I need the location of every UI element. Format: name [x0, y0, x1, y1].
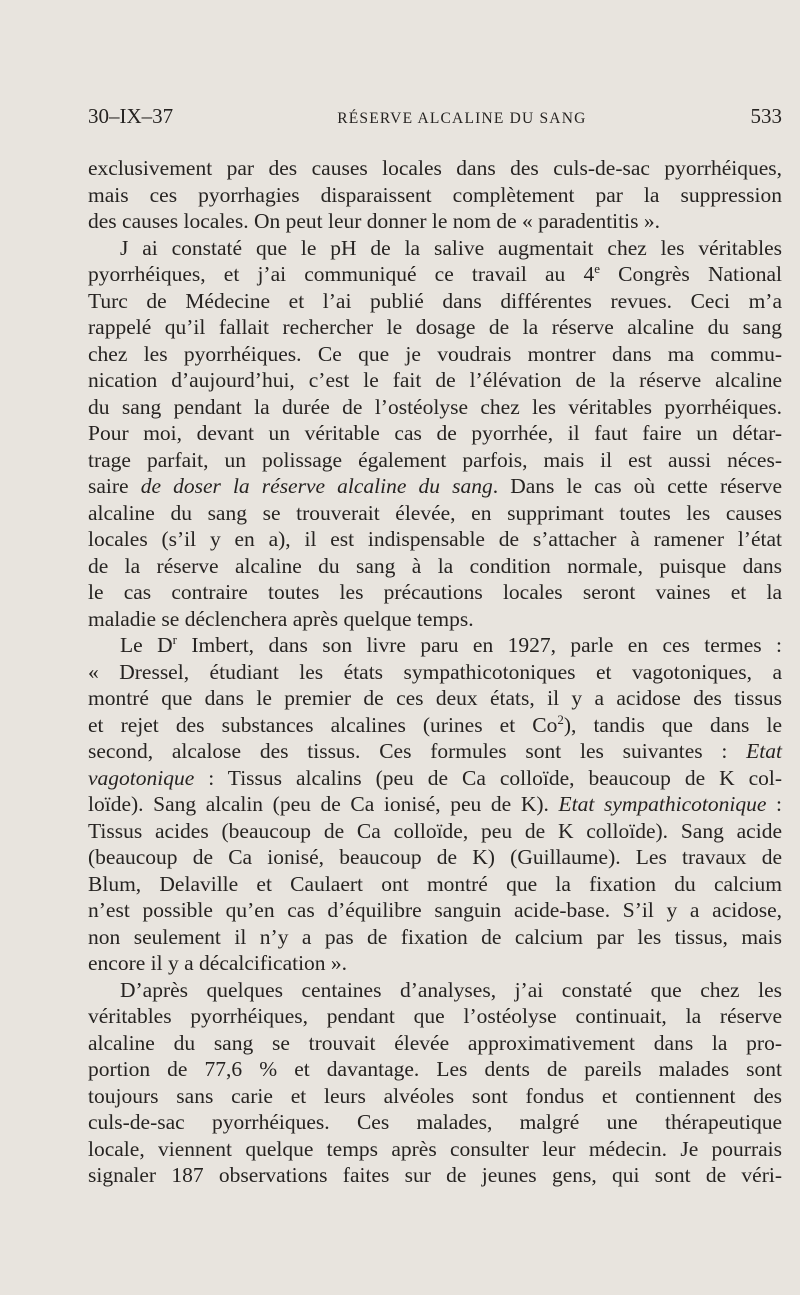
text-line: chez les pyorrhéiques. Ce que je voudrais montrer dans ma commu-	[88, 341, 782, 366]
text-segment: Congrès National	[599, 262, 782, 286]
text-line	[88, 738, 782, 765]
text-line: Blum, Delaville et Caulaert ont montré que la fixation du calcium	[88, 871, 782, 896]
text-line: du sang pendant la durée de l’ostéolyse chez les véritables pyorrhéiques.	[88, 394, 782, 419]
text-line: de la réserve alcaline du sang à la condition normale, puisque dans	[88, 553, 782, 578]
text-segment: Le D	[120, 633, 173, 657]
body-text	[88, 155, 782, 1189]
text-segment: second, alcalose des tissus. Ces formules sont les suivantes :	[88, 739, 747, 763]
text-line: rappelé qu’il fallait rechercher le dosage de la réserve alcaline du sang	[88, 315, 782, 339]
running-header	[88, 104, 782, 134]
italic-segment: de doser la réserve alcaline du sang	[140, 474, 493, 498]
text-line	[88, 791, 782, 818]
text-line: le cas contraire toutes les précautions locales seront vaines et la	[88, 580, 782, 604]
text-segment: Imbert, dans son livre paru en 1927, parle en ces termes :	[176, 633, 782, 657]
italic-segment: Etat	[746, 739, 782, 763]
italic-segment: Etat sympathicotonique	[558, 792, 767, 816]
text-line: « Dressel, étudiant les états sympathicotoniques et vagotoniques, a	[88, 659, 782, 684]
text-line: encore il y a décalcification ».	[88, 951, 348, 975]
superscript: e	[594, 260, 600, 276]
superscript: r	[172, 631, 177, 647]
text-segment: loïde). Sang alcalin (peu de Ca ionisé, peu de K).	[88, 792, 559, 816]
text-segment: pyorrhéiques, et j’ai communiqué ce travail au 4	[88, 262, 595, 286]
text-line: D’après quelques centaines d’analyses, j’ai constaté que chez les	[120, 977, 782, 1002]
text-line: Tissus acides (beaucoup de Ca colloïde, peu de K colloïde). Sang acide	[88, 818, 782, 843]
text-line	[88, 765, 782, 792]
text-segment: : Tissus alcalins (peu de Ca colloïde, beaucoup de K col-	[194, 765, 782, 790]
text-segment: saire	[88, 474, 141, 498]
page-number: 533	[750, 104, 782, 128]
text-segment: . Dans le cas où cette réserve	[492, 474, 783, 498]
text-line: J ai constaté que le pH de la salive augmentait chez les véritables	[120, 235, 782, 260]
text-line	[88, 473, 782, 500]
text-segment: ), tandis que dans le	[563, 712, 782, 737]
text-line: non seulement il n’y a pas de fixation de calcium par les tissus, mais	[88, 924, 782, 949]
text-line: montré que dans le premier de ces deux états, il y a acidose des tissus	[88, 686, 782, 710]
text-line: toujours sans carie et leurs alvéoles sont fondus et contiennent des	[88, 1083, 782, 1108]
text-line: maladie se déclenchera après quelque temps.	[88, 606, 474, 631]
text-line: n’est possible qu’en cas d’équilibre sanguin acide-base. S’il y a acidose,	[88, 898, 782, 922]
text-line: mais ces pyorrhagies disparaissent complètement par la suppression	[88, 182, 782, 207]
text-line: culs-de-sac pyorrhéiques. Ces malades, malgré une thérapeutique	[88, 1110, 782, 1134]
text-line: exclusivement par des causes locales dans des culs-de-sac pyorrhéiques,	[88, 156, 782, 180]
text-segment: :	[766, 792, 782, 816]
text-line: alcaline du sang se trouvait élevée approximativement dans la pro-	[88, 1030, 782, 1055]
text-line: (beaucoup de Ca ionisé, beaucoup de K) (Guillaume). Les travaux de	[88, 845, 782, 869]
text-line: locale, viennent quelque temps après consulter leur médecin. Je pourrais	[88, 1136, 782, 1161]
text-line: Pour moi, devant un véritable cas de pyorrhée, il faut faire un détar-	[88, 421, 782, 445]
text-line	[88, 712, 782, 739]
text-line: alcaline du sang se trouverait élevée, en supprimant toutes les causes	[88, 500, 782, 525]
text-line: nication d’aujourd’hui, c’est le fait de l’élévation de la réserve alcaline	[88, 368, 782, 392]
header-title: RÉSERVE ALCALINE DU SANG	[337, 110, 587, 127]
italic-segment: vagotonique	[88, 765, 195, 790]
text-line: portion de 77,6 % et davantage. Les dents de pareils malades sont	[88, 1057, 782, 1081]
header-date: 30–IX–37	[88, 104, 174, 128]
text-line	[88, 261, 782, 288]
text-line: locales (s’il y en a), il est indispensable de s’attacher à ramener l’état	[88, 527, 782, 551]
text-line: trage parfait, un polissage également parfois, mais il est aussi néces-	[88, 447, 782, 472]
text-segment: et rejet des substances alcalines (urines et Co	[88, 712, 558, 737]
superscript: 2	[557, 711, 564, 727]
text-line: véritables pyorrhéiques, pendant que l’ostéolyse continuait, la réserve	[88, 1004, 782, 1028]
text-line: signaler 187 observations faites sur de jeunes gens, qui sont de véri-	[88, 1163, 782, 1187]
text-line: Turc de Médecine et l’ai publié dans différentes revues. Ceci m’a	[88, 288, 782, 313]
text-line: des causes locales. On peut leur donner le nom de « paradentitis ».	[88, 209, 660, 233]
text-line	[88, 632, 782, 659]
